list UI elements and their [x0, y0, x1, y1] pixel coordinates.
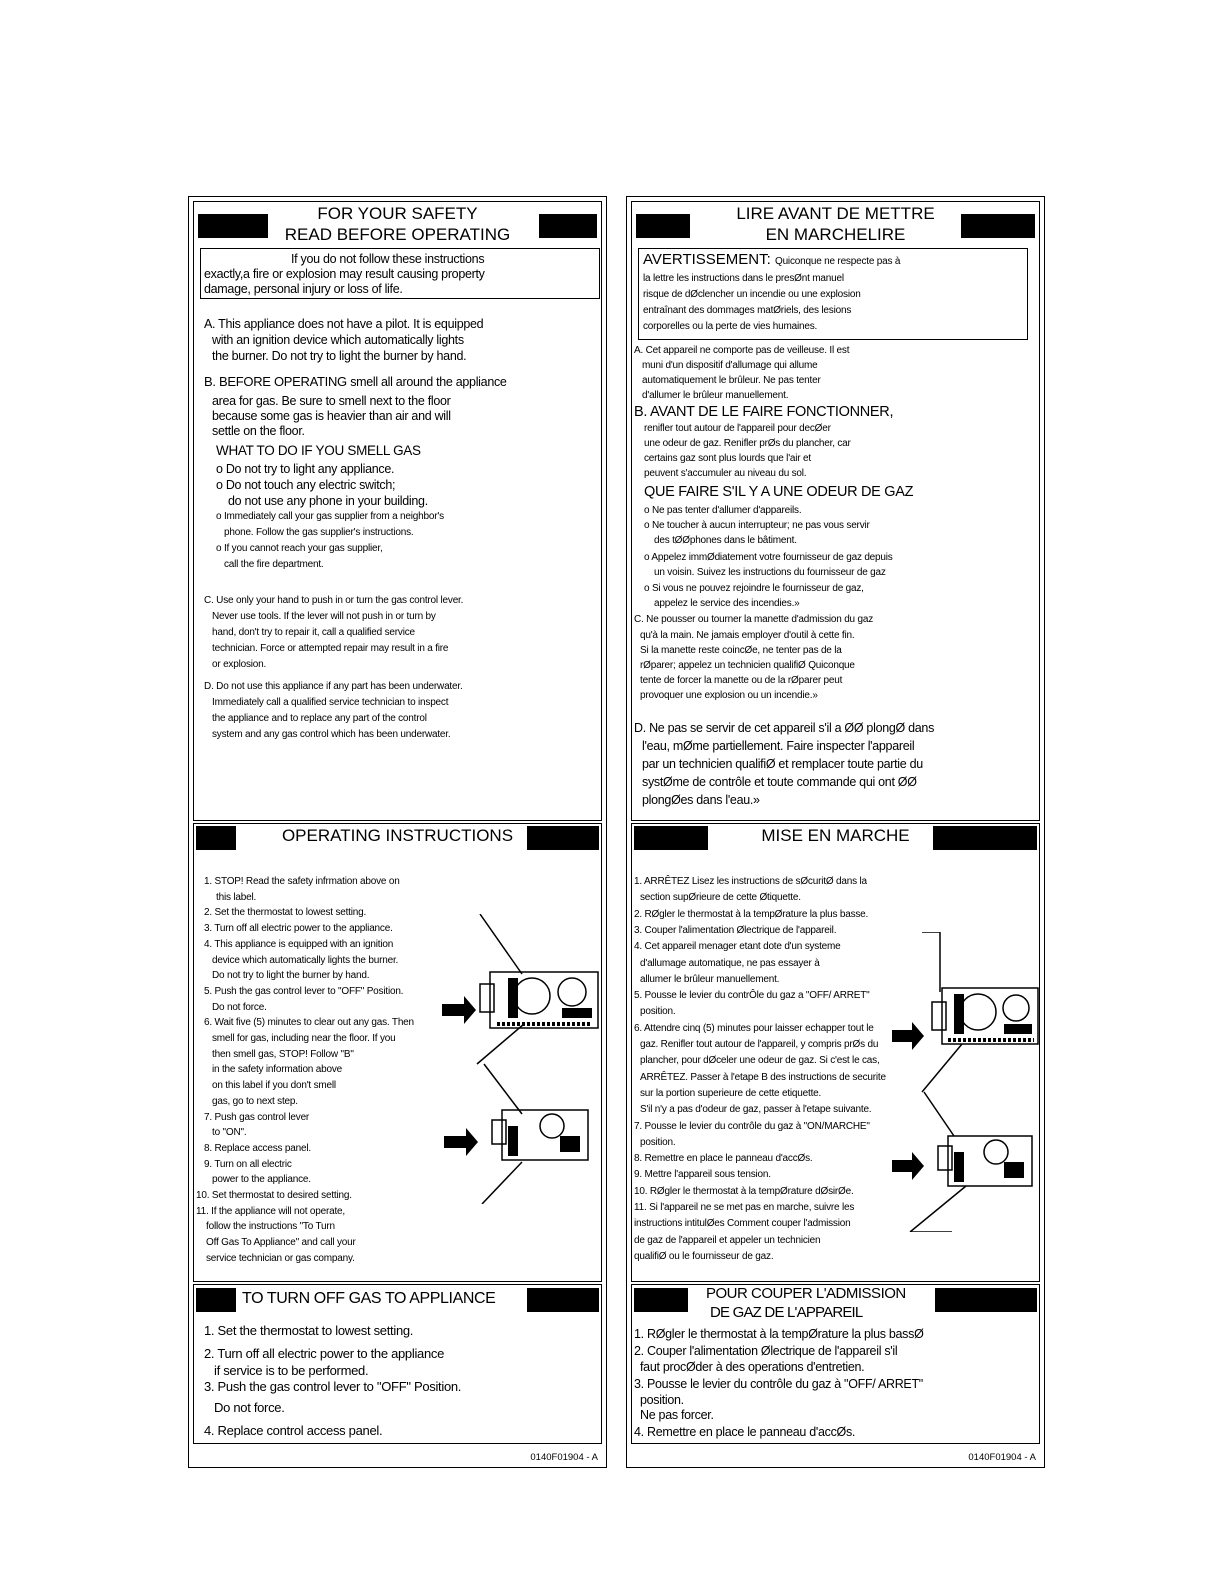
operating-step-line: position.	[640, 1006, 676, 1018]
item-c-fr: qu'à la main. Ne jamais employer d'outil à cette fin.	[640, 630, 855, 641]
operating-step-line: 1. STOP! Read the safety infrmation above on	[204, 876, 400, 887]
smell-item: o Do not try to light any appliance.	[216, 462, 395, 476]
item-a: the burner. Do not try to light the burner by hand.	[212, 349, 467, 363]
item-d-fr: l'eau, mØme partiellement. Faire inspecter l'appareil	[642, 739, 915, 753]
turn-off-step-fr: faut procØder à des operations d'entretien.	[640, 1360, 865, 1374]
item-b: settle on the floor.	[212, 424, 305, 438]
turn-off-step-fr: 1. RØgler le thermostat à la tempØrature la plus bassØ	[634, 1327, 924, 1341]
turn-off-step: if service is to be performed.	[214, 1363, 369, 1378]
operating-step-line: 2. Set the thermostat to lowest setting.	[204, 907, 367, 919]
operating-step-line: 3. Turn off all electric power to the appliance.	[204, 923, 393, 935]
smell-gas-heading-fr: QUE FAIRE S'IL Y A UNE ODEUR DE GAZ	[644, 484, 914, 500]
item-c-fr: provoquer une explosion ou un incendie.»	[640, 690, 818, 701]
item-b-fr: certains gaz sont plus lourds que l'air et	[644, 453, 811, 464]
item-d-fr: D. Ne pas se servir de cet appareil s'il a ØØ plongØ dans	[634, 721, 935, 735]
item-c: hand, don't try to repair it, call a qualified service	[212, 627, 415, 638]
warning-line: entraînant des dommages matØriels, des lesions	[643, 305, 852, 316]
part-number-fr: 0140F01904 - A	[968, 1452, 1036, 1463]
operating-step-line: on this label if you don't smell	[212, 1080, 336, 1092]
operating-step-line: 4. Cet appareil menager etant dote d'un systeme	[634, 941, 841, 953]
operating-step-line: 8. Remettre en place le panneau d'accØs.	[634, 1153, 813, 1165]
smell-gas-heading: WHAT TO DO IF YOU SMELL GAS	[216, 443, 421, 458]
smell-item-fr: un voisin. Suivez les instructions du fournisseur de gaz	[654, 567, 886, 578]
operating-step-line: power to the appliance.	[212, 1174, 311, 1186]
turn-off-step: 2. Turn off all electric power to the appliance	[204, 1346, 445, 1361]
warn-head-text: AVERTISSEMENT:	[643, 251, 771, 268]
turn-off-step-fr: position.	[640, 1393, 684, 1407]
operating-section	[193, 823, 602, 1282]
operating-step-line: 9. Turn on all electric	[204, 1158, 292, 1170]
safety-title: FOR YOUR SAFETY	[317, 204, 478, 223]
operating-step-line: qualifiØ ou le fournisseur de gaz.	[634, 1250, 774, 1262]
warning-line: If you do not follow these instructions	[291, 252, 485, 266]
operating-step-line: 5. Push the gas control lever to "OFF" Position.	[204, 985, 404, 997]
safety-section	[193, 201, 602, 821]
operating-step-line: 3. Couper l'alimentation Ølectrique de l'appareil.	[634, 924, 837, 936]
safety-section-fr	[631, 201, 1040, 821]
operating-step-line: Do not force.	[212, 1001, 267, 1013]
turn-off-title-fr: POUR COUPER L'ADMISSION	[706, 1285, 906, 1302]
smell-item-fr: o Ne pas tenter d'allumer d'appareils.	[644, 505, 802, 516]
b-head-text: B. BEFORE OPERATING	[204, 374, 347, 389]
turn-off-title: TO TURN OFF GAS TO APPLIANCE	[242, 1290, 496, 1307]
operating-step-line: 6. Attendre cinq (5) minutes pour laisser echapper tout le	[634, 1022, 874, 1034]
turn-off-subtitle-fr: DE GAZ DE L'APPAREIL	[710, 1304, 863, 1321]
warning-box-fr	[638, 248, 1028, 340]
arrow-icon	[444, 1128, 478, 1156]
item-a: with an ignition device which automatically lights	[212, 333, 464, 347]
item-a-fr: A. Cet appareil ne comporte pas de veilleuse. Il est	[634, 345, 850, 356]
item-a-fr: automatiquement le brûleur. Ne pas tenter	[642, 375, 821, 386]
smell-item: call the fire department.	[224, 559, 324, 570]
turn-off-section	[193, 1284, 602, 1444]
operating-step-line: gaz. Renifler tout autour de l'appareil, y compris prØs du	[640, 1039, 879, 1050]
header-bar-left	[634, 1288, 688, 1312]
turn-off-step-fr: Ne pas forcer.	[640, 1408, 714, 1422]
item-d-fr: plongØes dans l'eau.»	[642, 793, 760, 807]
arrow-icon	[442, 996, 476, 1024]
item-d: D. Do not use this appliance if any part has been underwater.	[204, 681, 463, 692]
part-number: 0140F01904 - A	[530, 1452, 598, 1463]
operating-step-line: device which automatically lights the burner.	[212, 954, 399, 966]
item-b: area for gas. Be sure to smell next to the floor	[212, 394, 451, 408]
operating-step-line: plancher, pour dØceler une odeur de gaz. Si c'est le cas,	[640, 1055, 880, 1067]
operating-step-line: then smell gas, STOP! Follow "B"	[212, 1048, 354, 1060]
operating-step-line: this label.	[216, 891, 257, 903]
warning-line: risque de dØclencher un incendie ou une explosion	[643, 289, 861, 300]
operating-step-line: in the safety information above	[212, 1064, 342, 1076]
arrow-icon	[892, 1022, 924, 1050]
item-c-fr: rØparer; appelez un technicien qualifiØ Quiconque	[640, 660, 855, 671]
operating-step-line: 6. Wait five (5) minutes to clear out any gas. Then	[204, 1017, 414, 1029]
item-d: system and any gas control which has been underwater.	[212, 729, 451, 740]
operating-step-line: follow the instructions "To Turn	[206, 1221, 335, 1233]
operating-step-line: sur la portion superieure de cette etiquette.	[640, 1087, 822, 1099]
item-b-heading-fr: B. AVANT DE LE FAIRE FONCTIONNER,	[634, 404, 894, 420]
smell-item-fr: appelez le service des incendies.»	[654, 598, 800, 609]
item-a: A. This appliance does not have a pilot. It is equipped	[204, 317, 484, 331]
smell-item-fr: o Si vous ne pouvez rejoindre le fournisseur de gaz,	[644, 583, 864, 594]
item-b-heading	[204, 374, 507, 390]
safety-subtitle-fr: EN MARCHELIRE	[765, 225, 906, 244]
gas-valve-diagram-fr	[892, 932, 1042, 1232]
turn-off-step: 3. Push the gas control lever to "OFF" Position.	[204, 1379, 462, 1394]
operating-section-fr	[631, 823, 1040, 1282]
warning-box	[200, 248, 600, 299]
warning-line: la lettre les instructions dans le presØnt manuel	[643, 273, 844, 284]
operating-step-line: 2. RØgler le thermostat à la tempØrature la plus basse.	[634, 908, 869, 920]
operating-step-line: 9. Mettre l'appareil sous tension.	[634, 1169, 771, 1181]
warn-first-text: Quiconque ne respecte pas à	[774, 256, 901, 267]
header-bar-right	[527, 1288, 599, 1312]
safety-subtitle: READ BEFORE OPERATING	[284, 225, 511, 244]
turn-off-step: 4. Replace control access panel.	[204, 1423, 383, 1438]
item-d: Immediately call a qualified service technician to inspect	[212, 697, 449, 708]
operating-step-line: Off Gas To Appliance" and call your	[206, 1237, 356, 1249]
operating-step-line: service technician or gas company.	[206, 1252, 355, 1264]
item-c: C. Use only your hand to push in or turn the gas control lever.	[204, 595, 464, 606]
item-a-fr: d'allumer le brûleur manuellement.	[642, 390, 789, 401]
operating-step-line: ARRÊTEZ. Passer à l'etape B des instructions de securite	[640, 1071, 886, 1083]
item-a-fr: muni d'un dispositif d'allumage qui allume	[642, 360, 818, 371]
safety-title-fr: LIRE AVANT DE METTRE	[736, 204, 935, 223]
item-b-fr: renifler tout autour de l'appareil pour decØer	[644, 423, 831, 434]
item-c: or explosion.	[212, 659, 267, 670]
operating-step-line: d'allumage automatique, ne pas essayer à	[640, 957, 820, 969]
smell-item-fr: des tØØphones dans le bâtiment.	[654, 535, 797, 546]
operating-step-line: 4. This appliance is equipped with an ignition	[204, 938, 394, 950]
smell-item-fr: o Appelez immØdiatement votre fournisseur de gaz depuis	[644, 552, 893, 563]
operating-title: OPERATING INSTRUCTIONS	[281, 826, 514, 845]
operating-step-line: allumer le brûleur manuellement.	[640, 973, 780, 985]
item-b: because some gas is heavier than air and will	[212, 409, 451, 423]
smell-item: do not use any phone in your building.	[228, 494, 428, 508]
turn-off-step-fr: 3. Pousse le levier du contrôle du gaz à "OFF/ ARRET"	[634, 1377, 923, 1391]
operating-step-line: smell for gas, including near the floor. If you	[212, 1033, 396, 1044]
smell-item: o If you cannot reach your gas supplier,	[216, 543, 383, 554]
operating-step-line: 10. Set thermostat to desired setting.	[196, 1190, 352, 1201]
gas-valve-diagram	[442, 914, 602, 1204]
smell-item-fr: o Ne toucher à aucun interrupteur; ne pas vous servir	[644, 520, 870, 531]
header-bar-left	[196, 1288, 236, 1312]
turn-off-step: 1. Set the thermostat to lowest setting.	[204, 1323, 414, 1338]
item-c-fr: tente de forcer la manette ou de la rØparer peut	[640, 675, 843, 686]
item-c: Never use tools. If the lever will not push in or turn by	[212, 611, 436, 622]
warning-line: exactly,a fire or explosion may result causing property	[204, 267, 485, 281]
item-c-fr: C. Ne pousser ou tourner la manette d'admission du gaz	[634, 614, 874, 625]
operating-step-line: 5. Pousse le levier du contrÔle du gaz a "OFF/ ARRET"	[634, 990, 870, 1002]
item-c-fr: Si la manette reste coincØe, ne tenter pas de la	[640, 645, 842, 656]
operating-step-line: 11. Si l'appareil ne se met pas en marche, suivre les	[634, 1202, 855, 1213]
warning-heading	[643, 251, 900, 270]
operating-step-line: instructions intitulØes Comment couper l'admission	[634, 1218, 851, 1230]
english-label-panel	[188, 196, 607, 1468]
operating-step-line: de gaz de l'appareil et appeler un technicien	[634, 1234, 821, 1246]
turn-off-step: Do not force.	[214, 1400, 285, 1415]
operating-step-line: 7. Pousse le levier du contrôle du gaz à "ON/MARCHE"	[634, 1120, 870, 1132]
operating-step-line: 10. RØgler le thermostat à la tempØrature dØsirØe.	[634, 1185, 854, 1197]
operating-step-line: to "ON".	[212, 1127, 247, 1139]
item-c: technician. Force or attempted repair may result in a fire	[212, 643, 449, 654]
operating-step-line: section supØrieure de cette Øtiquette.	[640, 892, 801, 904]
item-b-fr: peuvent s'accumuler au niveau du sol.	[644, 468, 807, 479]
operating-step-line: 7. Push gas control lever	[204, 1111, 310, 1123]
smell-item: phone. Follow the gas supplier's instructions.	[224, 527, 414, 538]
item-d-fr: systØme de contrôle et toute commande qui ont ØØ	[642, 775, 917, 789]
operating-step-line: 1. ARRÊTEZ Lisez les instructions de sØcuritØ dans la	[634, 876, 867, 887]
b-rest-text: smell all around the appliance	[350, 375, 507, 389]
operating-step-line: position.	[640, 1136, 676, 1148]
smell-item: o Immediately call your gas supplier from a neighbor's	[216, 511, 444, 522]
operating-title-fr: MISE EN MARCHE	[761, 826, 910, 845]
header-bar-right	[935, 1288, 1037, 1312]
warning-line: damage, personal injury or loss of life.	[204, 282, 403, 296]
item-b-fr: une odeur de gaz. Renifler prØs du plancher, car	[644, 438, 851, 449]
operating-step-line: 11. If the appliance will not operate,	[196, 1205, 345, 1217]
turn-off-step-fr: 2. Couper l'alimentation Ølectrique de l'appareil s'il	[634, 1344, 898, 1358]
turn-off-section-fr	[631, 1284, 1040, 1444]
arrow-icon	[892, 1152, 924, 1180]
item-d-fr: par un technicien qualifiØ et remplacer toute partie du	[642, 757, 923, 771]
french-label-panel	[626, 196, 1045, 1468]
smell-item: o Do not touch any electric switch;	[216, 478, 396, 492]
operating-step-line: S'il n'y a pas d'odeur de gaz, passer à l'etape suivante.	[640, 1104, 872, 1116]
item-d: the appliance and to replace any part of the control	[212, 713, 427, 724]
operating-step-line: Do not try to light the burner by hand.	[212, 970, 370, 982]
operating-step-line: 8. Replace access panel.	[204, 1142, 311, 1154]
turn-off-step-fr: 4. Remettre en place le panneau d'accØs.	[634, 1425, 856, 1439]
warning-line: corporelles ou la perte de vies humaines.	[643, 321, 818, 332]
operating-step-line: gas, go to next step.	[212, 1095, 298, 1107]
